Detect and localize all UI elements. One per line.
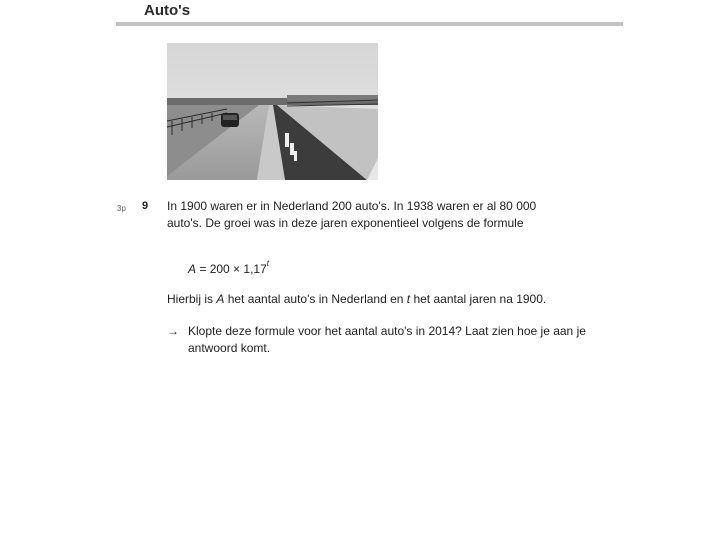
question-intro: In 1900 waren er in Nederland 200 auto's. In 1938 waren er al 80 000 auto's. De groei was in deze jaren exponentieel volgens de formule [167, 199, 537, 230]
explanation-text: Hierbij is [167, 292, 217, 306]
arrow-right-icon: → [167, 324, 179, 338]
explanation-text: het aantal jaren na 1900. [410, 292, 547, 306]
formula-exponent: t [266, 259, 269, 268]
page-title: Auto's [144, 2, 191, 19]
formula-variable: A [188, 262, 197, 276]
explanation-variable-a: A [216, 292, 225, 306]
task [167, 323, 598, 356]
formula-body: = 200 × 1,17 [196, 262, 267, 276]
title-divider [116, 22, 623, 26]
explanation [167, 291, 607, 308]
highway-photo [167, 43, 378, 180]
task-text: Klopte deze formule voor het aantal auto's in 2014? Laat zien hoe je aan je antwoord komt. [188, 324, 586, 355]
question-number: 9 [142, 200, 149, 212]
explanation-variable-t: t [406, 292, 411, 306]
formula [188, 261, 269, 276]
explanation-text: het aantal auto's in Nederland en [224, 292, 407, 306]
highway-photo-icon [167, 43, 378, 180]
question-points: 3p [117, 204, 126, 213]
